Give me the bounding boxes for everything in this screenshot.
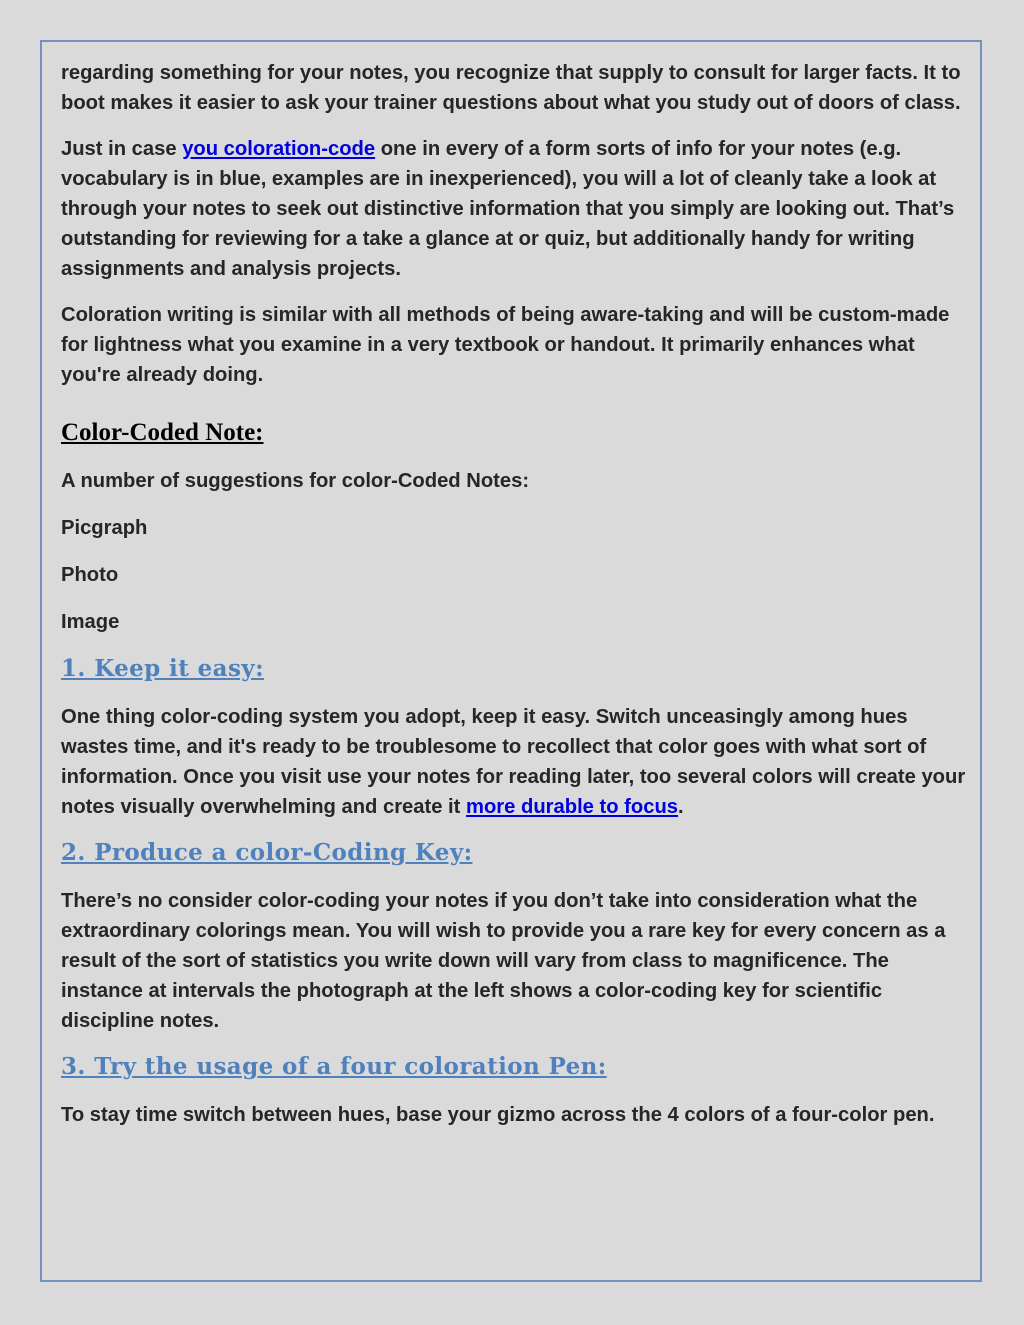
section-heading: Color-Coded Note: [61,419,264,446]
document-body [61,58,971,1146]
tip-heading-keep-it-easy: 1. Keep it easy: [61,655,264,682]
suggestions-intro: A number of suggestions for color-Coded Notes: [61,470,530,492]
paragraph-text: One thing color-coding system you adopt, keep it easy. Switch unceasingly among hues wastes time, and it's ready to be troublesome to recollect that color goes with what sort of information. Once you visit use your notes for reading later, too several colors will create your notes visually overwhelming and create it [61,706,966,818]
paragraph-color-code [61,134,971,284]
tip-paragraph-keep-it-easy [61,702,971,822]
paragraph-text: one in every of a form sorts of info for your notes (e.g. vocabulary is in blue, examples are in inexperienced), you will a lot of cleanly take a look at through your notes to seek out distinctive information that you simply are looking out. That’s outstanding for reviewing for a take a glance at or quiz, but additionally handy for writing assignments and analysis projects. [61,138,955,280]
suggestion-item: Image [61,611,120,633]
tip-paragraph-coding-key: There’s no consider color-coding your notes if you don’t take into consideration what the extraordinary colorings mean. You will wish to provide you a rare key for every concern as a result of the sort of statistics you write down will vary from class to magnificence. The instance at intervals the photograph at the left shows a color-coding key for scientific discipline notes. [61,890,946,1032]
link-you-coloration-code[interactable]: you coloration-code [182,138,376,160]
tip-heading-four-color-pen: 3. Try the usage of a four coloration Pen: [61,1053,607,1080]
tip-paragraph-four-color-pen: To stay time switch between hues, base your gizmo across the 4 colors of a four-color pen. [61,1104,935,1126]
paragraph-text: . [678,796,684,818]
suggestion-item: Picgraph [61,517,148,539]
paragraph-text: Just in case [61,138,183,160]
paragraph-intro-continued: regarding something for your notes, you recognize that supply to consult for larger facts. It to boot makes it easier to ask your trainer questions about what you study out of doors of class. [61,62,961,114]
paragraph-coloration-writing: Coloration writing is similar with all methods of being aware-taking and will be custom-made for lightness what you examine in a very textbook or handout. It primarily enhances what you're already doing. [61,304,950,386]
link-more-durable-to-focus[interactable]: more durable to focus [466,796,679,818]
tip-heading-coding-key: 2. Produce a color-Coding Key: [61,839,473,866]
suggestion-item: Photo [61,564,119,586]
